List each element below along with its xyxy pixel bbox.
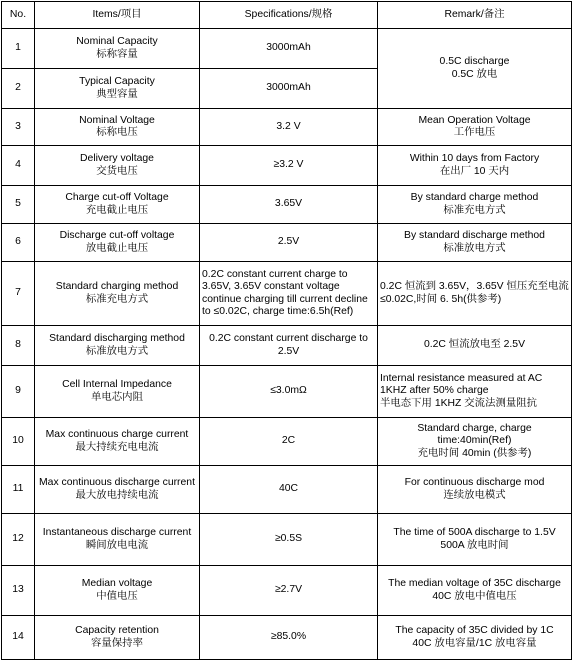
table-row: [2, 29, 572, 69]
spec-cell: 3000mAh: [200, 69, 378, 109]
table-row: [2, 566, 572, 616]
table-row: [2, 418, 572, 466]
row-number: 10: [2, 418, 35, 466]
item-cell: Typical Capacity 典型容量: [35, 69, 200, 109]
row-number: 8: [2, 326, 35, 366]
remark-cell: Mean Operation Voltage 工作电压: [378, 109, 572, 146]
table-row: [2, 262, 572, 326]
item-cell: Standard charging method 标准充电方式: [35, 262, 200, 326]
remark-cell: 0.2C 恒流放电至 2.5V: [378, 326, 572, 366]
spec-cell: 2C: [200, 418, 378, 466]
remark-cell: The median voltage of 35C discharge 40C 放电中值电压: [378, 566, 572, 616]
header-remark: Remark/备注: [378, 2, 572, 29]
table-row: [2, 186, 572, 224]
spec-cell: 3000mAh: [200, 29, 378, 69]
header-no: No.: [2, 2, 35, 29]
remark-cell: 0.5C discharge 0.5C 放电: [378, 29, 572, 109]
item-cell: Max continuous charge current 最大持续充电电流: [35, 418, 200, 466]
remark-cell: The time of 500A discharge to 1.5V 500A 放电时间: [378, 514, 572, 566]
spec-cell: 40C: [200, 466, 378, 514]
spec-cell: 0.2C constant current discharge to 2.5V: [200, 326, 378, 366]
row-number: 7: [2, 262, 35, 326]
item-cell: Max continuous discharge current 最大放电持续电流: [35, 466, 200, 514]
table-header-row: [2, 2, 572, 29]
table-row: [2, 326, 572, 366]
item-cell: Discharge cut-off voltage 放电截止电压: [35, 224, 200, 262]
spec-cell: 3.65V: [200, 186, 378, 224]
remark-cell: By standard discharge method 标准放电方式: [378, 224, 572, 262]
spec-cell: 0.2C constant current charge to 3.65V, 3.65V constant voltage continue charging till current decline to ≤0.02C, charge time:6.5h(Ref): [200, 262, 378, 326]
item-cell: Instantaneous discharge current 瞬间放电电流: [35, 514, 200, 566]
remark-cell: By standard charge method 标准充电方式: [378, 186, 572, 224]
remark-cell: 0.2C 恒流到 3.65V，3.65V 恒压充至电流≤0.02C,时间 6. 5h(供参考): [378, 262, 572, 326]
item-cell: Standard discharging method 标准放电方式: [35, 326, 200, 366]
row-number: 1: [2, 29, 35, 69]
remark-cell: For continuous discharge mod 连续放电模式: [378, 466, 572, 514]
spec-cell: ≥0.5S: [200, 514, 378, 566]
row-number: 6: [2, 224, 35, 262]
spec-cell: ≥85.0%: [200, 616, 378, 660]
table-row: [2, 616, 572, 660]
remark-cell: Within 10 days from Factory 在出厂 10 天内: [378, 146, 572, 186]
spec-cell: 3.2 V: [200, 109, 378, 146]
spec-table: [1, 1, 572, 660]
item-cell: Cell Internal Impedance 单电芯内阻: [35, 366, 200, 418]
remark-cell: The capacity of 35C divided by 1C 40C 放电容量/1C 放电容量: [378, 616, 572, 660]
remark-cell: Internal resistance measured at AC 1KHZ after 50% charge 半电态下用 1KHZ 交流法测量阻抗: [378, 366, 572, 418]
item-cell: Charge cut-off Voltage 充电截止电压: [35, 186, 200, 224]
table-row: [2, 146, 572, 186]
row-number: 3: [2, 109, 35, 146]
table-row: [2, 109, 572, 146]
table-row: [2, 366, 572, 418]
spec-cell: ≥2.7V: [200, 566, 378, 616]
item-cell: Delivery voltage 交货电压: [35, 146, 200, 186]
row-number: 4: [2, 146, 35, 186]
row-number: 2: [2, 69, 35, 109]
item-cell: Nominal Voltage 标称电压: [35, 109, 200, 146]
spec-cell: ≤3.0mΩ: [200, 366, 378, 418]
table-row: [2, 514, 572, 566]
row-number: 9: [2, 366, 35, 418]
row-number: 12: [2, 514, 35, 566]
table-row: [2, 224, 572, 262]
item-cell: Nominal Capacity 标称容量: [35, 29, 200, 69]
item-cell: Capacity retention 容量保持率: [35, 616, 200, 660]
row-number: 14: [2, 616, 35, 660]
spec-cell: ≥3.2 V: [200, 146, 378, 186]
header-items: Items/项目: [35, 2, 200, 29]
row-number: 5: [2, 186, 35, 224]
header-spec: Specifications/规格: [200, 2, 378, 29]
row-number: 11: [2, 466, 35, 514]
row-number: 13: [2, 566, 35, 616]
remark-cell: Standard charge, charge time:40min(Ref) 充电时间 40min (供参考): [378, 418, 572, 466]
item-cell: Median voltage 中值电压: [35, 566, 200, 616]
spec-cell: 2.5V: [200, 224, 378, 262]
table-row: [2, 466, 572, 514]
